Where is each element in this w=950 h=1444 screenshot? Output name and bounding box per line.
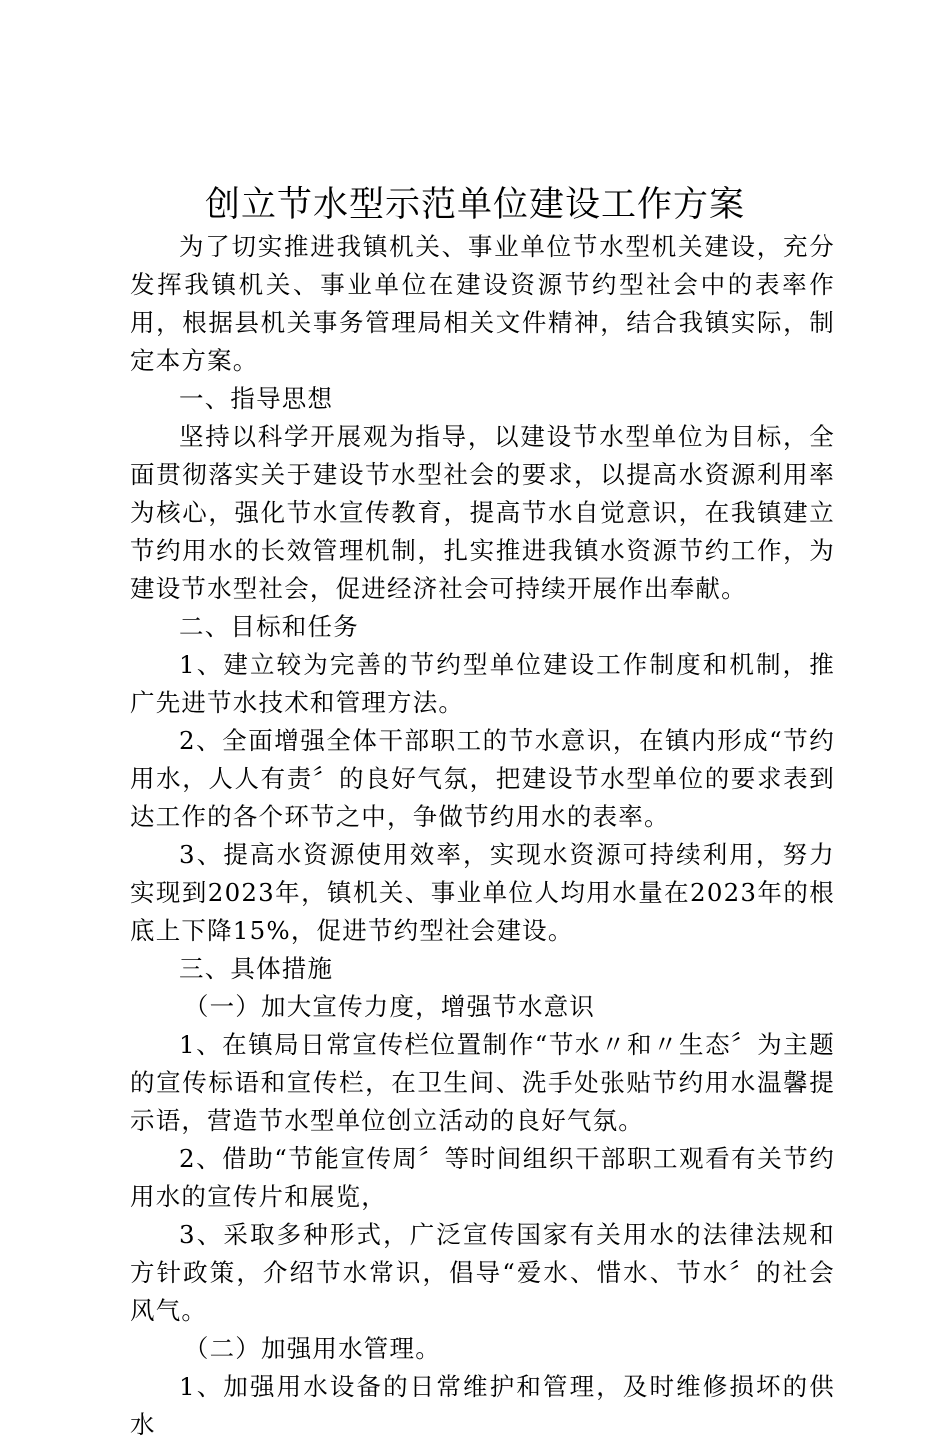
subsection-heading-water-management: （二）加强用水管理。 (183, 1334, 441, 1363)
section-heading-guiding-ideology: 一、指导思想 (179, 384, 334, 413)
goal-item-2: 2、全面增强全体干部职工的节水意识，在镇内形成“节约用水，人人有责〞的良好气氛，把建设节水型单位的要求表到达工作的各个环节之中，争做节约用水的表率。 (130, 726, 835, 831)
intro-paragraph: 为了切实推进我镇机关、事业单位节水型机关建设，充分发挥我镇机关、事业单位在建设资源节约型社会中的表率作用，根据县机关事务管理局相关文件精神，结合我镇实际，制定本方案。 (130, 232, 835, 375)
section-heading-measures: 三、具体措施 (179, 954, 334, 983)
publicity-item-2: 2、借助“节能宣传周〞等时间组织干部职工观看有关节约用水的宣传片和展览， (130, 1144, 835, 1211)
document-body (130, 228, 835, 1444)
publicity-item-1: 1、在镇局日常宣传栏位置制作“节水〃和〃生态〞为主题的宣传标语和宣传栏，在卫生间、洗手处张贴节约用水温馨提示语，营造节水型单位创立活动的良好气氛。 (130, 1030, 835, 1135)
guiding-ideology-paragraph: 坚持以科学开展观为指导，以建设节水型单位为目标，全面贯彻落实关于建设节水型社会的要求，以提高水资源利用率为核心，强化节水宣传教育，提高节水自觉意识，在我镇建立节约用水的长效管理机制，扎实推进我镇水资源节约工作，为建设节水型社会，促进经济社会可持续开展作出奉献。 (130, 422, 835, 603)
water-management-item-1: 1、加强用水设备的日常维护和管理，及时维修损坏的供水 (130, 1372, 835, 1439)
publicity-item-3: 3、采取多种形式，广泛宣传国家有关用水的法律法规和方针政策，介绍节水常识，倡导“爱水、惜水、节水〞的社会风气。 (130, 1220, 835, 1325)
document-title: 创立节水型示范单位建设工作方案 (204, 185, 745, 225)
goal-item-1: 1、建立较为完善的节约型单位建设工作制度和机制，推广先进节水技术和管理方法。 (130, 650, 835, 717)
subsection-heading-publicity: （一）加大宣传力度，增强节水意识 (183, 992, 596, 1021)
section-heading-goals-tasks: 二、目标和任务 (179, 612, 359, 641)
goal-item-3: 3、提高水资源使用效率，实现水资源可持续利用，努力实现到2023年，镇机关、事业单位人均用水量在2023年的根底上下降15%，促进节约型社会建设。 (130, 840, 835, 945)
